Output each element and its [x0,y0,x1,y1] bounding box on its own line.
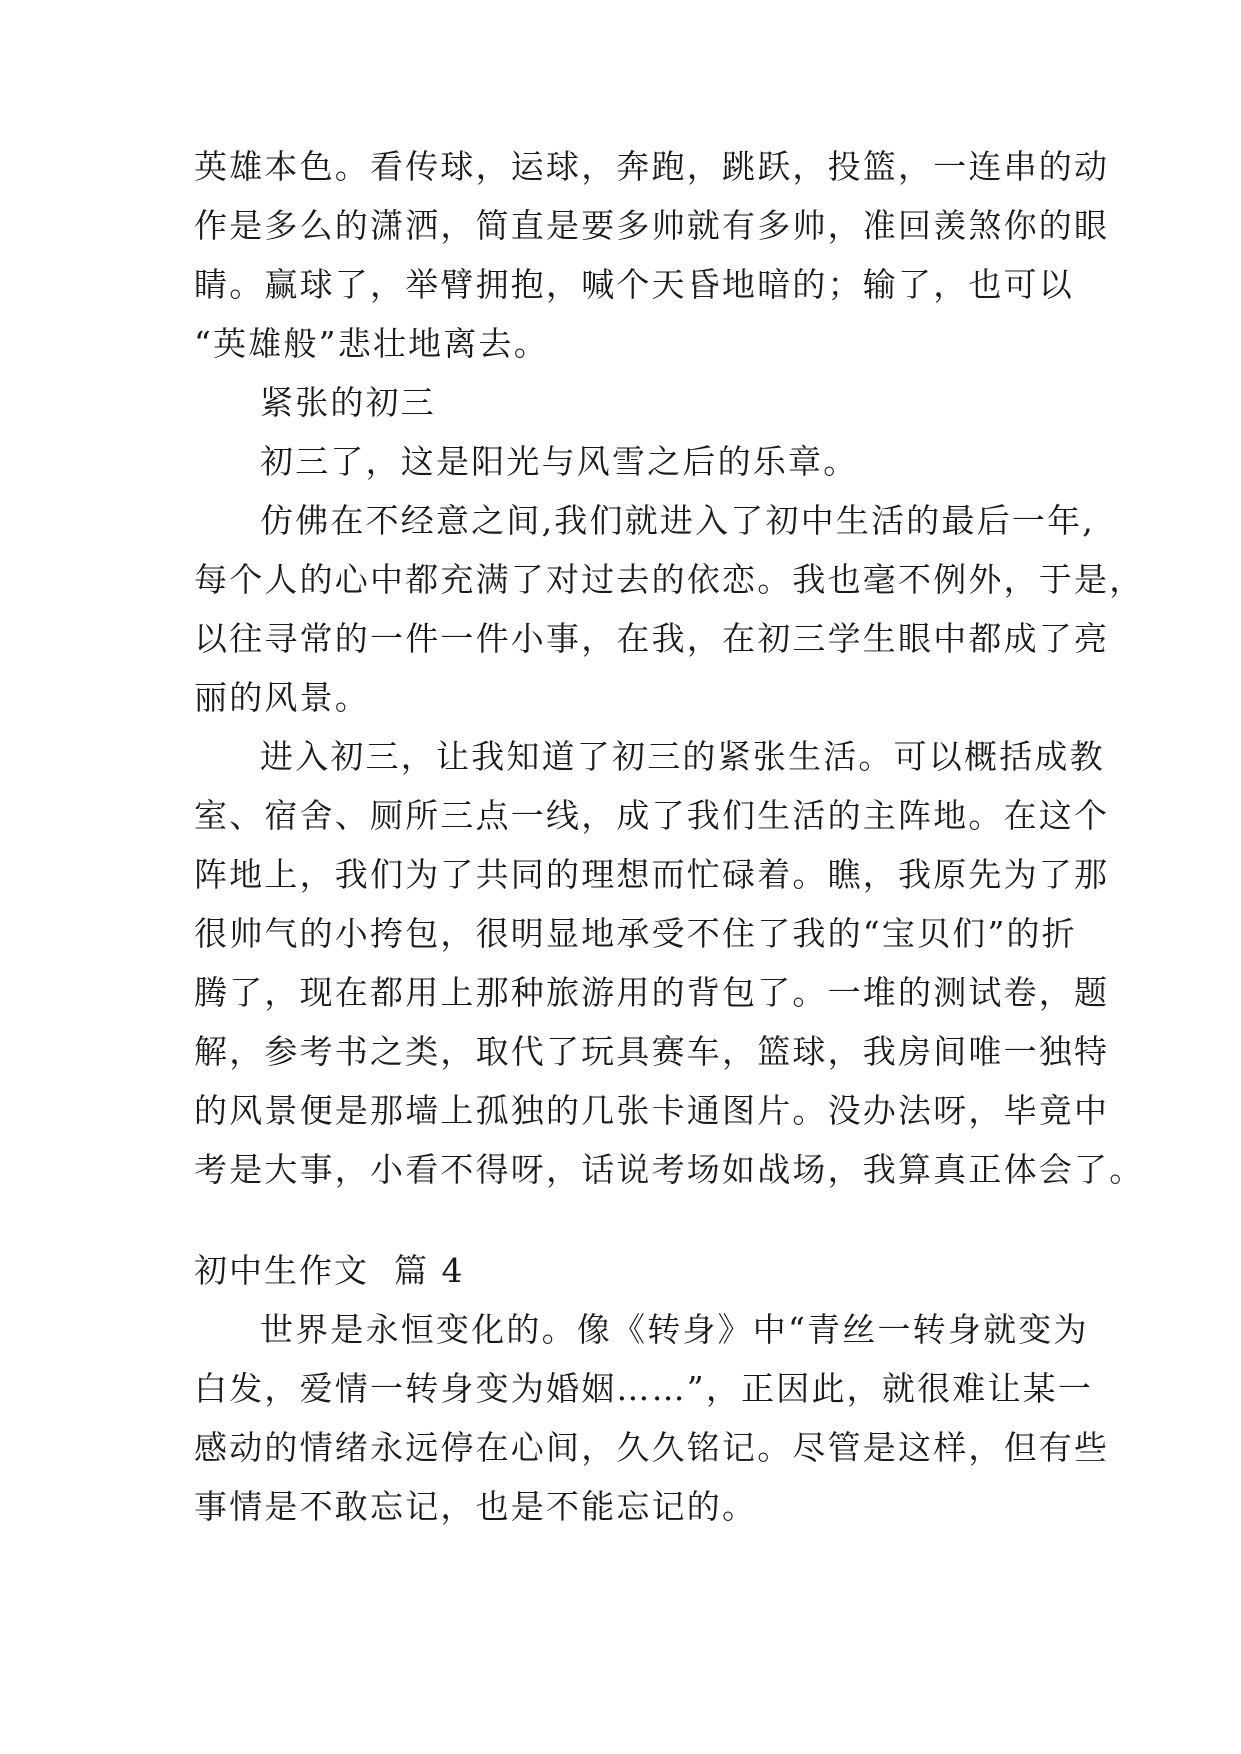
body-text-bottom [194,1300,1110,1536]
text-line: 丽的风景。 [194,678,370,717]
text-line: 感动的情绪永远停在心间，久久铭记。尽管是这样，但有些 [194,1428,1110,1467]
text-line: 每个人的心中都充满了对过去的依恋。我也毫不例外，于是， [194,560,1145,599]
text-line: 睛。赢球了，举臂拥抱，喊个天昏地暗的；输了，也可以 [194,265,1074,304]
text-line: 白发，爱情一转身变为婚姻……”，正因此，就很难让某一 [194,1369,1094,1408]
text-line: 英雄本色。看传球，运球，奔跑，跳跃，投篮，一连串的动 [194,147,1110,186]
section-heading: 初中生作文 篇 4 [194,1251,465,1290]
text-line: 作是多么的潇洒，简直是要多帅就有多帅，准回羡煞你的眼 [194,206,1110,245]
text-line: 室、宿舍、厕所三点一线，成了我们生活的主阵地。在这个 [194,796,1110,835]
text-line: 进入初三，让我知道了初三的紧张生活。可以概括成教 [260,737,1105,776]
text-line: 以往寻常的一件一件小事，在我，在初三学生眼中都成了亮 [194,619,1110,658]
text-line: 考是大事，小看不得呀，话说考场如战场，我算真正体会了。 [194,1150,1145,1189]
text-line: “英雄般”悲壮地离去。 [194,324,549,363]
text-line: 的风景便是那墙上孤独的几张卡通图片。没办法呀，毕竟中 [194,1091,1110,1130]
text-line: 很帅气的小挎包，很明显地承受不住了我的“宝贝们”的折 [194,914,1077,953]
text-line: 世界是永恒变化的。像《转身》中“青丝一转身就变为 [260,1310,1089,1349]
text-line: 解，参考书之类，取代了玩具赛车，篮球，我房间唯一独特 [194,1032,1110,1071]
text-line: 初三了，这是阳光与风雪之后的乐章。 [260,442,859,481]
text-line: 紧张的初三 [260,383,436,422]
text-line: 仿佛在不经意之间,我们就进入了初中生活的最后一年, [260,501,1095,540]
text-line: 事情是不敢忘记，也是不能忘记的。 [194,1487,758,1526]
text-line: 阵地上，我们为了共同的理想而忙碌着。瞧，我原先为了那 [194,855,1110,894]
text-line: 腾了，现在都用上那种旅游用的背包了。一堆的测试卷，题 [194,973,1110,1012]
body-text-top [194,137,1145,1199]
